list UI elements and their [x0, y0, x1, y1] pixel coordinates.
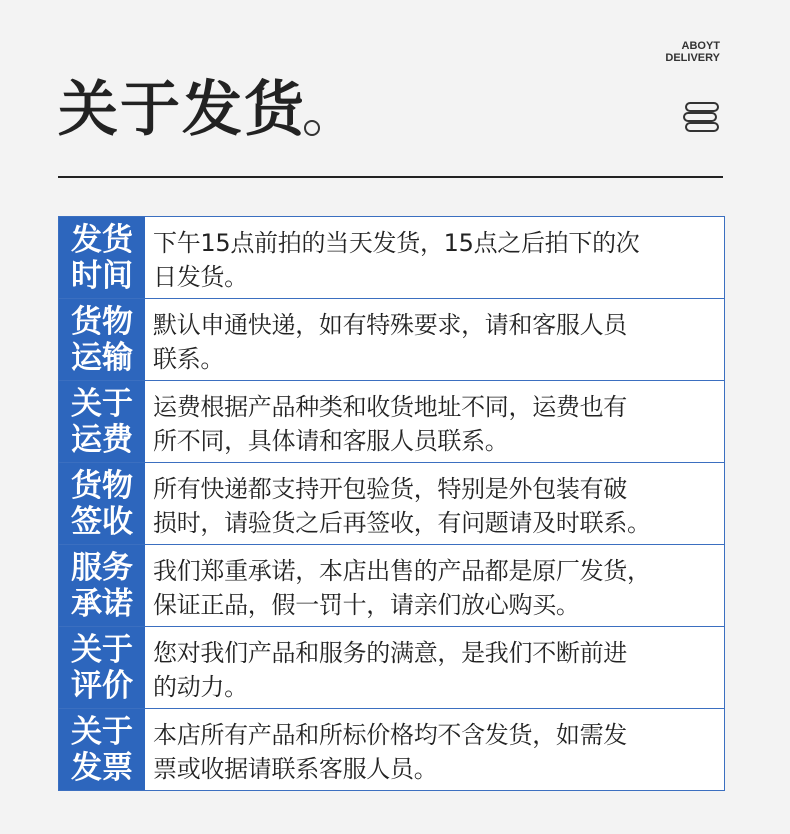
english-subtitle-line2: DELIVERY: [665, 52, 720, 64]
row-label: [59, 709, 145, 790]
row-content: 您对我们产品和服务的满意，是我们不断前进 的动力。: [153, 639, 627, 701]
row-label-line1: 关于: [71, 713, 133, 750]
row-label-line1: 服务: [71, 549, 133, 586]
table-row: [59, 462, 724, 544]
row-content: 下午15点前拍的当天发货，15点之后拍下的次 日发货。: [153, 229, 640, 291]
row-content: 我们郑重承诺，本店出售的产品都是原厂发货， 保证正品，假一罚十，请亲们放心购买。: [153, 557, 651, 619]
menu-icon[interactable]: [683, 102, 717, 134]
row-label-line1: 货物: [71, 467, 133, 504]
row-label-line2: 承诺: [71, 585, 133, 622]
row-label-line2: 发票: [71, 749, 133, 786]
page-title: 关于发货: [58, 75, 306, 145]
row-content: 默认申通快递，如有特殊要求，请和客服人员 联系。: [153, 311, 627, 373]
row-content: 所有快递都支持开包验货，特别是外包装有破 损时，请验货之后再签收，有问题请及时联系。: [153, 475, 651, 537]
header-divider: [58, 176, 723, 178]
info-table: [58, 216, 725, 791]
row-label: [59, 381, 145, 462]
row-label-line2: 运输: [71, 339, 133, 376]
row-label: [59, 217, 145, 298]
row-label-line1: 关于: [71, 385, 133, 422]
table-row: [59, 298, 724, 380]
row-label: [59, 463, 145, 544]
row-label-line1: 关于: [71, 631, 133, 668]
row-content: 本店所有产品和所标价格均不含发货，如需发 票或收据请联系客服人员。: [153, 721, 627, 783]
table-row: [59, 217, 724, 298]
row-label: [59, 545, 145, 626]
row-content: 运费根据产品种类和收货地址不同，运费也有 所不同，具体请和客服人员联系。: [153, 393, 627, 455]
row-label-line1: 货物: [71, 303, 133, 340]
table-row: [59, 380, 724, 462]
english-subtitle-line1: ABOYT: [681, 40, 720, 52]
row-label-line2: 时间: [71, 257, 133, 294]
row-label-line1: 发货: [71, 221, 133, 258]
row-label: [59, 627, 145, 708]
row-label-line2: 签收: [71, 503, 133, 540]
row-label: [59, 299, 145, 380]
row-label-line2: 评价: [71, 667, 133, 704]
circle-dot-icon: [304, 120, 320, 136]
table-row: [59, 708, 724, 790]
english-subtitle: [665, 40, 720, 64]
table-row: [59, 544, 724, 626]
table-row: [59, 626, 724, 708]
row-label-line2: 运费: [71, 421, 133, 458]
